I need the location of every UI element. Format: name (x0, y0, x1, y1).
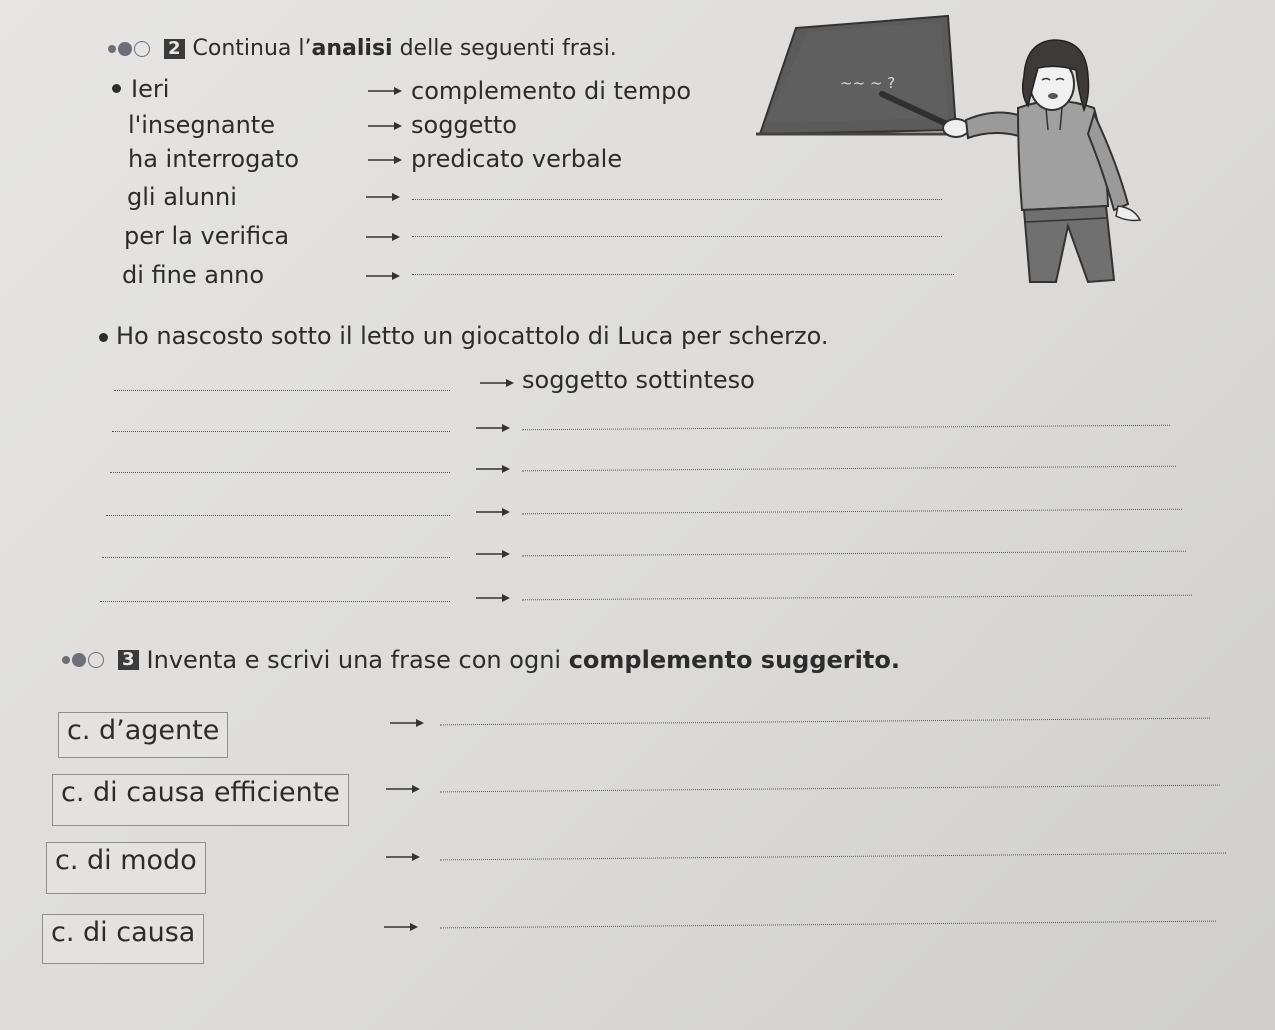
complement-box: c. di modo (46, 842, 206, 894)
answer-line[interactable] (522, 551, 1186, 557)
answer-line[interactable] (522, 466, 1176, 472)
analysis-word: di fine anno (122, 261, 265, 289)
exercise-3-heading (62, 646, 900, 674)
answer-line[interactable] (440, 718, 1210, 726)
arrow-icon (390, 718, 424, 728)
complement-box: c. d’agente (58, 712, 228, 758)
bullet-icon (112, 84, 121, 93)
analysis-word: l'insegnante (128, 111, 275, 139)
arrow-icon (480, 378, 514, 388)
answer-line[interactable] (440, 853, 1226, 861)
complement-box: c. di causa (42, 914, 204, 964)
board-scribble: ~~ ~ ? (840, 74, 896, 92)
answer-line[interactable] (440, 785, 1220, 793)
arrow-icon (476, 549, 510, 559)
arrow-icon (476, 593, 510, 603)
arrow-icon (384, 922, 418, 932)
difficulty-dots-icon (108, 41, 150, 57)
arrow-icon (476, 507, 510, 517)
answer-line[interactable] (110, 472, 450, 473)
arrow-icon (476, 423, 510, 433)
arrow-icon (366, 192, 400, 202)
answer-line[interactable] (522, 595, 1192, 601)
answer-line[interactable] (522, 509, 1182, 515)
analysis-word: ha interrogato (128, 145, 300, 173)
answer-line[interactable] (102, 557, 450, 558)
complement-box: c. di causa efficiente (52, 774, 349, 826)
arrow-icon (368, 121, 402, 131)
bullet-icon (99, 333, 108, 342)
arrow-icon (368, 86, 402, 96)
arrow-icon (386, 784, 420, 794)
sentence-role: soggetto sottinteso (522, 366, 755, 394)
exercise-2-sentence: Ho nascosto sotto il letto un giocattolo di Luca per scherzo. (116, 322, 829, 350)
analysis-role: complemento di tempo (411, 77, 692, 105)
answer-line[interactable] (100, 601, 450, 602)
arrow-icon (368, 155, 402, 165)
arrow-icon (386, 852, 420, 862)
exercise-3-number: 3 (118, 650, 139, 670)
arrow-icon (366, 271, 400, 281)
analysis-word: per la verifica (124, 222, 290, 250)
analysis-role: soggetto (411, 111, 517, 139)
answer-line[interactable] (106, 515, 450, 516)
difficulty-dots-icon (62, 652, 104, 668)
analysis-word: gli alunni (127, 183, 237, 211)
arrow-icon (366, 232, 400, 242)
exercise-2-instruction: Continua l’analisi delle seguenti frasi. (192, 36, 617, 61)
analysis-role: predicato verbale (411, 145, 623, 173)
arrow-icon (476, 464, 510, 474)
answer-line[interactable] (440, 921, 1216, 929)
exercise-3-instruction: Inventa e scrivi una frase con ogni complemento suggerito. (146, 646, 900, 674)
exercise-2-number: 2 (164, 39, 185, 59)
answer-line[interactable] (112, 431, 450, 432)
answer-line[interactable] (522, 425, 1170, 431)
analysis-word: Ieri (131, 75, 170, 103)
teacher-blackboard-illustration (756, 10, 1146, 300)
exercise-2-heading (108, 36, 617, 61)
answer-line[interactable] (114, 390, 450, 391)
